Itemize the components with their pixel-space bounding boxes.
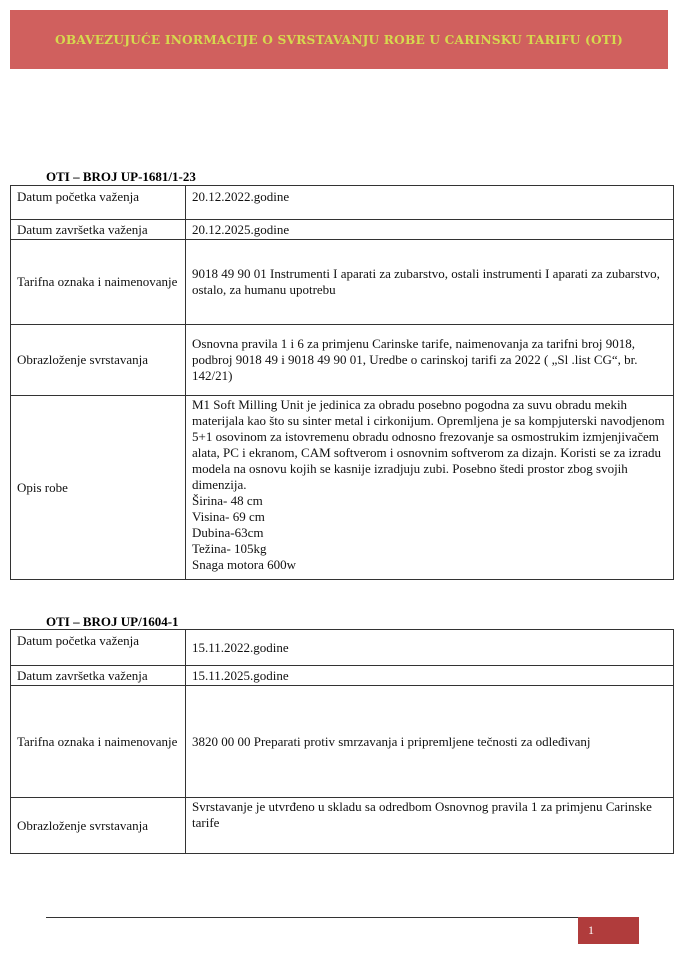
table-row bbox=[11, 686, 674, 798]
header-banner bbox=[10, 10, 668, 69]
oti-1-table bbox=[10, 185, 674, 580]
oti-1-heading: OTI – BROJ UP-1681/1-23 bbox=[46, 169, 196, 184]
table-row bbox=[11, 186, 674, 220]
start-date-label: Datum početka važenja bbox=[11, 186, 186, 220]
spec-height: Visina- 69 cm bbox=[192, 509, 265, 524]
tariff-value: 9018 49 90 01 Instrumenti I aparati za zubarstvo, ostali instrumenti I aparati za zubarstvo, ostalo, za humanu upotrebu bbox=[186, 240, 674, 325]
end-date-label: Datum završetka važenja bbox=[11, 666, 186, 686]
page-number: 1 bbox=[588, 923, 594, 937]
spec-weight: Težina- 105kg bbox=[192, 541, 267, 556]
oti-2-table bbox=[10, 629, 674, 854]
start-date-value: 20.12.2022.godine bbox=[186, 186, 674, 220]
page-number-badge bbox=[578, 917, 639, 944]
reason-label: Obrazloženje svrstavanja bbox=[11, 325, 186, 396]
reason-value: Svrstavanje je utvrđeno u skladu sa odredbom Osnovnog pravila 1 za primjenu Carinske tarife bbox=[186, 798, 674, 854]
end-date-value: 20.12.2025.godine bbox=[186, 220, 674, 240]
tariff-value: 3820 00 00 Preparati protiv smrzavanja i pripremljene tečnosti za odleđivanj bbox=[186, 686, 674, 798]
spec-depth: Dubina-63cm bbox=[192, 525, 264, 540]
end-date-label: Datum završetka važenja bbox=[11, 220, 186, 240]
spec-motor-power: Snaga motora 600w bbox=[192, 557, 296, 572]
table-row bbox=[11, 630, 674, 666]
description-label: Opis robe bbox=[11, 396, 186, 580]
end-date-value: 15.11.2025.godine bbox=[186, 666, 674, 686]
description-text: M1 Soft Milling Unit je jedinica za obradu posebno pogodna za suvu obradu mekih materijala kao što su sinter metal i cirkonijum. Opremljena je sa kompjuterski navodjenom 5+1 osovinom za istovremenu obradu odnosno frezovanje sa osmostrukim izmjenjivačem alata, PC i ekranom, CAM softverom i osnovnim softverom za dizajn. Koristi se za izradu modela na osnovu kojih se kasnije izradjuju zubi. Posebno štedi prostor zbog svojih dimenzija. bbox=[192, 397, 665, 492]
table-row bbox=[11, 798, 674, 854]
table-row bbox=[11, 240, 674, 325]
banner-title: OBAVEZUJUĆE INORMACIJE O SVRSTAVANJU ROBE U CARINSKU TARIFU (OTI) bbox=[55, 32, 623, 47]
description-value bbox=[186, 396, 674, 580]
table-row bbox=[11, 666, 674, 686]
tariff-label: Tarifna oznaka i naimenovanje bbox=[11, 686, 186, 798]
reason-value: Osnovna pravila 1 i 6 za primjenu Carinske tarife, naimenovanja za tarifni broj 9018, podbroj 9018 49 i 9018 49 90 01, Uredbe o carinskoj tarifi za 2022 ( „Sl .list CG“, br. 142/21) bbox=[186, 325, 674, 396]
start-date-label: Datum početka važenja bbox=[11, 630, 186, 666]
tariff-label: Tarifna oznaka i naimenovanje bbox=[11, 240, 186, 325]
start-date-value: 15.11.2022.godine bbox=[186, 630, 674, 666]
reason-label: Obrazloženje svrstavanja bbox=[11, 798, 186, 854]
table-row bbox=[11, 396, 674, 580]
table-row bbox=[11, 325, 674, 396]
table-row bbox=[11, 220, 674, 240]
spec-width: Širina- 48 cm bbox=[192, 493, 263, 508]
oti-2-heading: OTI – BROJ UP/1604-1 bbox=[46, 614, 179, 629]
footer-divider bbox=[46, 917, 578, 918]
